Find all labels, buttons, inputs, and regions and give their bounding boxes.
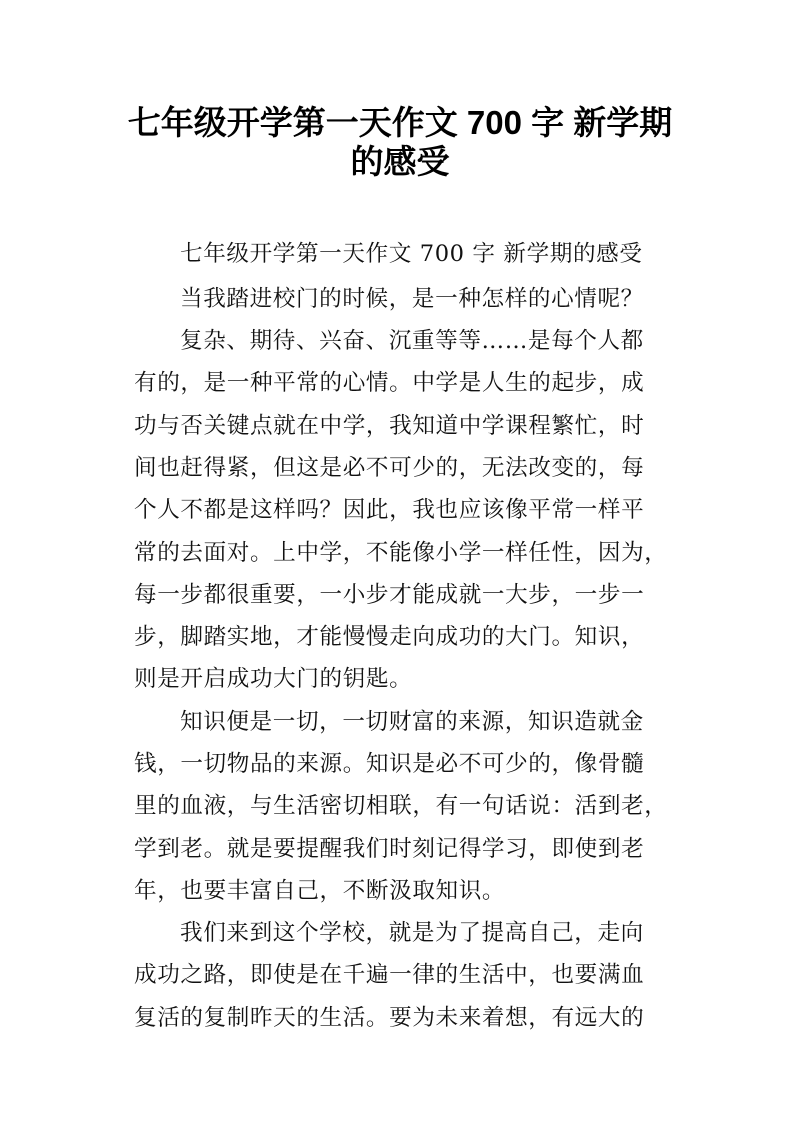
essay-line: 个人不都是这样吗？因此，我也应该像平常一样平	[134, 497, 645, 523]
essay-line: 七年级开学第一天作文 700 字 新学期的感受	[180, 241, 643, 267]
essay-line: 常的去面对。上中学，不能像小学一样任性，因为，	[134, 540, 668, 566]
essay-line: 间也赶得紧，但这是必不可少的，无法改变的，每	[134, 455, 645, 481]
essay-line: 当我踏进校门的时候，是一种怎样的心情呢？	[180, 286, 644, 312]
essay-line: 学到老。就是要提醒我们时刻记得学习，即使到老	[134, 836, 645, 862]
essay-line: 步，脚踏实地，才能慢慢走向成功的大门。知识，	[134, 624, 645, 650]
essay-line: 复活的复制昨天的生活。要为未来着想，有远大的	[134, 1005, 645, 1031]
essay-line: 成功之路，即使是在千遍一律的生活中，也要满血	[134, 962, 645, 988]
essay-line: 每一步都很重要，一小步才能成就一大步，一步一	[134, 582, 645, 608]
essay-line: 我们来到这个学校，就是为了提高自己，走向	[180, 920, 644, 946]
essay-line: 里的血液，与生活密切相联，有一句话说：活到老，	[134, 793, 668, 819]
document-title-line-1: 七年级开学第一天作文 700 字 新学期	[127, 104, 673, 141]
essay-line: 功与否关键点就在中学，我知道中学课程繁忙，时	[134, 413, 645, 439]
essay-line: 复杂、期待、兴奋、沉重等等……是每个人都	[180, 328, 644, 354]
essay-line: 知识便是一切，一切财富的来源，知识造就金	[180, 709, 644, 735]
document-title-line-2: 的感受	[350, 143, 450, 180]
essay-line: 有的，是一种平常的心情。中学是人生的起步，成	[134, 370, 645, 396]
essay-line: 则是开启成功大门的钥匙。	[134, 666, 413, 692]
essay-line: 钱，一切物品的来源。知识是必不可少的，像骨髓	[134, 751, 645, 777]
essay-line: 年，也要丰富自己，不断汲取知识。	[134, 878, 506, 904]
